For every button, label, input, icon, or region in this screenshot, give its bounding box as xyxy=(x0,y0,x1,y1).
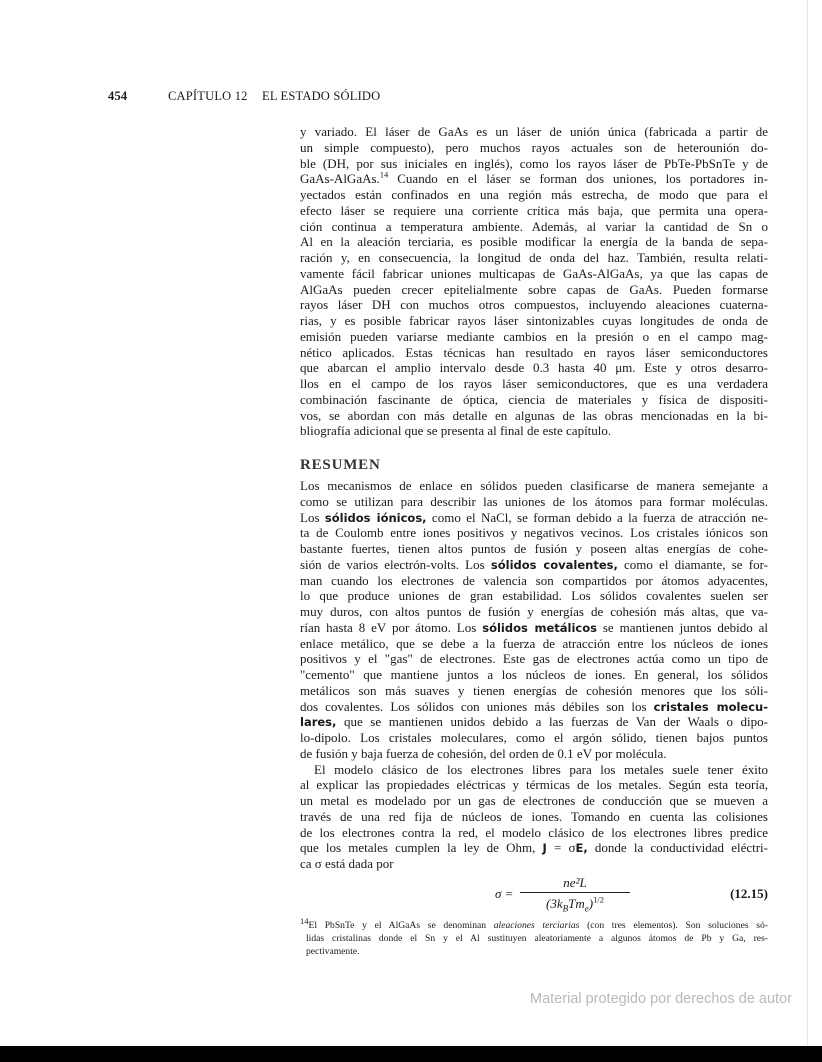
text-line xyxy=(300,840,768,856)
body-text-section xyxy=(300,124,768,439)
text-segment: como el diamante, se for- xyxy=(617,556,768,572)
text-segment: ca σ está dada por xyxy=(300,856,394,871)
text-line xyxy=(300,171,768,187)
equation-number: (12.15) xyxy=(730,886,768,901)
bold-term: cristales molecu- xyxy=(653,699,769,714)
bold-term: sólidos metálicos xyxy=(482,620,597,635)
footnote-ref: 14 xyxy=(300,915,309,926)
text-segment: = σ xyxy=(546,840,576,856)
text-segment: se mantienen juntos debido al xyxy=(596,619,768,635)
text-line xyxy=(300,329,768,345)
text-segment: rias, y es posible fabricar rayos láser sintonizables cuyas longitudes de onda de xyxy=(300,313,768,328)
den-part: Tm xyxy=(568,896,585,911)
den-part: (3k xyxy=(546,896,563,911)
text-segment: donde la conductividad eléctri- xyxy=(587,840,769,856)
text-segment: que se mantienen unidos debido a las fuerzas de Van der Waals o dipo- xyxy=(336,714,768,730)
text-segment: que abarcan el amplio intervalo desde 0.3 hasta 40 μm. Este y otros desarro- xyxy=(300,360,768,376)
text-segment: Al en la aleación terciaria, es posible modificar la energía de la banda de sepa- xyxy=(300,234,768,250)
text-line xyxy=(300,604,768,620)
text-segment: Cuando en el láser se forman dos uniones, los portadores in- xyxy=(388,171,768,187)
equation xyxy=(300,874,768,916)
text-segment: rían hasta 8 eV por átomo. Los xyxy=(300,619,483,635)
text-line xyxy=(300,494,768,510)
text-line xyxy=(300,714,768,730)
text-line xyxy=(300,510,768,526)
summary-text xyxy=(300,478,768,872)
den-part: ) xyxy=(588,896,594,911)
text-segment: bastante fuertes, tienen altos puntos de fusión y poseen altas energías de cohe- xyxy=(300,541,768,556)
text-segment: rayos láser DH con muchos otros compuestos, incluyendo aleaciones cuaterna- xyxy=(300,297,768,313)
text-line xyxy=(300,793,768,809)
text-line xyxy=(300,945,768,958)
bottom-bar xyxy=(0,1046,822,1062)
text-segment: AlGaAs pueden crecer epitelialmente sobre capas de GaAs. Pueden formarse xyxy=(300,281,768,297)
copyright-watermark: Material protegido por derechos de autor xyxy=(530,991,792,1007)
text-segment: través de una red fija de núcleos de iones. Tomando en cuenta las colisiones xyxy=(300,808,768,824)
text-line xyxy=(300,156,768,172)
text-segment: y variado. El láser de GaAs es un láser de unión única (fabricada a partir de xyxy=(300,124,768,139)
footnote-ref: 14 xyxy=(379,169,389,180)
text-line xyxy=(300,573,768,589)
text-line xyxy=(300,636,768,652)
italic-term: aleaciones terciarias xyxy=(493,920,580,931)
text-segment: como el NaCl, se forman debido a la fuerza de atracción ne- xyxy=(426,509,769,525)
equation-numerator: ne²L xyxy=(563,875,587,890)
text-line xyxy=(300,915,768,932)
text-line xyxy=(300,588,768,604)
text-segment: llos en el campo de los rayos láser semiconductores, que es una verdadera xyxy=(300,376,768,391)
text-line xyxy=(300,667,768,683)
text-line xyxy=(300,825,768,841)
text-line xyxy=(300,392,768,408)
text-segment: emisión pueden variarse mediante cambios en la presión o en el campo mag- xyxy=(300,328,768,344)
text-segment: dos covalentes. Los sólidos con uniones más débiles son los xyxy=(300,698,654,714)
text-segment: un metal es modelado por un gas de electrones de conducción que se mueven a xyxy=(300,793,768,808)
text-segment: que los metales cumplen la ley de Ohm, xyxy=(300,840,543,856)
text-segment: man cuando los electrones de valencia son compartidos por átomos adyacentes, xyxy=(300,572,768,588)
bold-term: sólidos iónicos, xyxy=(324,510,427,525)
text-line xyxy=(300,282,768,298)
text-line xyxy=(300,219,768,235)
text-line xyxy=(300,525,768,541)
text-line xyxy=(300,699,768,715)
text-line xyxy=(300,250,768,266)
text-segment: al explicar las propiedades eléctricas y térmicas de los metales. Según esta teoría, xyxy=(300,777,768,793)
text-segment: vamente fácil fabricar uniones multicapas de GaAs-AlGaAs, ya que las capas de xyxy=(300,265,768,281)
text-line xyxy=(300,683,768,699)
text-segment: sión de varios electrón-volts. Los xyxy=(300,556,491,572)
page-number: 454 xyxy=(108,89,128,103)
bold-term: J xyxy=(542,841,547,856)
text-segment: ración y, en consecuencia, la longitud de onda del haz. También, resulta relati- xyxy=(300,250,768,265)
text-segment: ble (DH, por sus iniciales en inglés), como los rayos láser de PbTe-PbSnTe y de xyxy=(300,155,768,171)
page-edge xyxy=(807,0,808,1046)
text-line xyxy=(300,620,768,636)
text-line xyxy=(300,234,768,250)
text-segment: metálicos son más suaves y tienen energías de cohesión menores que los sóli- xyxy=(300,682,768,698)
equation-denominator xyxy=(520,895,630,918)
equation-fraction xyxy=(520,874,630,918)
bold-term: sólidos covalentes, xyxy=(490,557,618,572)
text-segment: bliografía adicional que se presenta al final de este capítulo. xyxy=(300,423,612,439)
chapter-title: EL ESTADO SÓLIDO xyxy=(262,89,381,103)
text-line xyxy=(300,297,768,313)
text-line xyxy=(300,408,768,424)
text-line xyxy=(300,746,768,762)
text-line xyxy=(300,187,768,203)
text-segment: yectados están confinados en una región más estrecha, de modo que para el xyxy=(300,187,768,202)
text-segment: lidas cristalinas donde el Sn y el Al sustituyen aleatoriamente a algunos átomos de Pb y Ga, res- xyxy=(306,933,768,944)
text-line xyxy=(300,651,768,667)
footnote xyxy=(300,915,768,958)
text-segment: ción continua a temperatura ambiente. Además, al variar la cantidad de Sn o xyxy=(300,218,768,234)
text-segment: "cemento" que mantiene juntos a los núcleos de iones. En general, los sólidos xyxy=(300,667,768,682)
text-segment: lo-dipolo. Los cristales moleculares, como el argón sólido, tienen bajos puntos xyxy=(300,730,768,745)
chapter-label: CAPÍTULO 12 xyxy=(168,89,248,103)
text-segment: ta de Coulomb entre iones positivos y negativos vecinos. Los cristales iónicos son xyxy=(300,525,768,541)
text-segment: positivos y el "gas" de electrones. Este gas de electrones actúa como un tipo de xyxy=(300,651,768,667)
text-segment: efecto láser se requiere una corriente crítica más baja, que permita una opera- xyxy=(300,202,768,218)
text-line xyxy=(300,360,768,376)
text-line xyxy=(300,809,768,825)
text-line xyxy=(300,140,768,156)
text-segment: Los xyxy=(300,509,325,525)
text-segment: como se utilizan para describir las uniones de los átomos para formar moléculas. xyxy=(300,493,768,509)
text-line xyxy=(300,345,768,361)
text-line xyxy=(300,557,768,573)
text-line xyxy=(300,777,768,793)
text-segment: un simple compuesto), pero muchos rayos actuales son de heterounión do- xyxy=(300,139,768,155)
text-segment: muy duros, con altos puntos de fusión y energías de cohesión más altas, que va- xyxy=(300,604,768,619)
text-segment: El modelo clásico de los electrones libres para los metales suele tener éxito xyxy=(314,761,768,777)
text-segment: El PbSnTe y el AlGaAs se denominan xyxy=(308,920,494,931)
text-segment: GaAs-AlGaAs. xyxy=(300,171,380,187)
den-sub: e xyxy=(584,903,589,914)
text-segment: Los mecanismos de enlace en sólidos pueden clasificarse de manera semejante a xyxy=(300,478,768,493)
text-line xyxy=(300,266,768,282)
text-segment: de los electrones contra la red, el modelo clásico de los electrones libres predice xyxy=(300,824,768,840)
text-line xyxy=(300,423,768,439)
fraction-bar xyxy=(520,892,630,893)
bold-term: E, xyxy=(575,841,588,856)
text-segment: enlace metálico, que se debe a la fuerza de atracción entre los núcleos de iones xyxy=(300,635,768,651)
text-line xyxy=(300,730,768,746)
den-sub: B xyxy=(562,903,569,914)
text-line xyxy=(300,932,768,945)
text-line xyxy=(300,376,768,392)
section-heading: RESUMEN xyxy=(300,457,381,473)
text-segment: (con tres elementos). Son soluciones só- xyxy=(579,920,768,931)
text-line xyxy=(300,762,768,778)
text-line xyxy=(300,541,768,557)
text-segment: de fusión y baja fuerza de cohesión, del orden de 0.1 eV por molécula. xyxy=(300,745,667,761)
text-segment: nético aplicados. Estas técnicas han resultado en rayos láser semiconductores xyxy=(300,344,768,360)
text-line xyxy=(300,478,768,494)
bold-term: lares, xyxy=(300,715,337,730)
text-segment: vos, se abordan con más detalle en algunas de las obras mencionadas en la bi- xyxy=(300,407,768,423)
text-line xyxy=(300,203,768,219)
text-line xyxy=(300,124,768,140)
text-segment: lo que produce uniones de gran estabilidad. Los sólidos covalentes suelen ser xyxy=(300,588,768,604)
equation-lhs: σ = xyxy=(495,886,514,901)
text-line xyxy=(300,313,768,329)
den-exp: 1/2 xyxy=(593,894,604,905)
text-line xyxy=(300,856,768,872)
text-segment: pectivamente. xyxy=(306,946,360,957)
text-segment: combinación fascinante de óptica, ciencia de materiales y física de dispositi- xyxy=(300,391,768,407)
